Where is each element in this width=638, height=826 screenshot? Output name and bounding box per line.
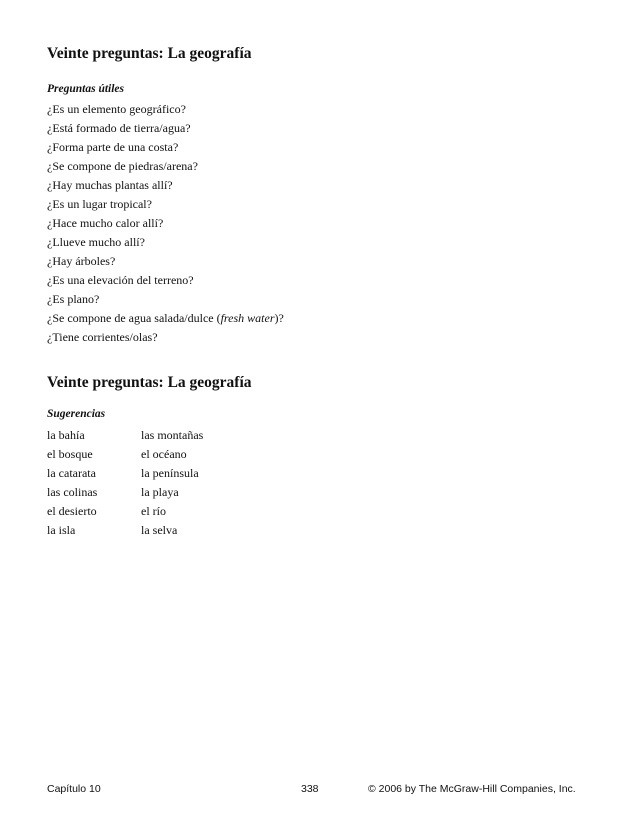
list-item: las montañas (141, 428, 204, 442)
list-item: la playa (141, 485, 179, 499)
list-item: la catarata (47, 466, 96, 480)
suggestions-column-2 (141, 426, 203, 540)
italic-term: fresh water (220, 311, 275, 325)
list-item: ¿Hace mucho calor allí? (47, 216, 164, 230)
list-item: la península (141, 466, 199, 480)
list-item: la bahía (47, 428, 85, 442)
list-item: el río (141, 504, 166, 518)
list-item: ¿Está formado de tierra/agua? (47, 121, 191, 135)
questions-list (47, 100, 284, 347)
section-title-questions: Veinte preguntas: La geografía (47, 45, 252, 62)
list-item: ¿Es un elemento geográfico? (47, 102, 186, 116)
list-item: el desierto (47, 504, 97, 518)
list-item: ¿Es plano? (47, 292, 100, 306)
list-item: ¿Es una elevación del terreno? (47, 273, 194, 287)
list-item: ¿Hay árboles? (47, 254, 116, 268)
list-item: ¿Se compone de piedras/arena? (47, 159, 198, 173)
list-item: ¿Se compone de agua salada/dulce (fresh water)? (47, 311, 284, 325)
suggestions-column-1 (47, 426, 97, 540)
list-item: el bosque (47, 447, 93, 461)
subtitle-suggestions: Sugerencias (47, 408, 106, 420)
section-title-suggestions: Veinte preguntas: La geografía (47, 374, 252, 391)
footer-page-number: 338 (301, 783, 319, 795)
subtitle-useful-questions: Preguntas útiles (47, 83, 125, 95)
list-item: el océano (141, 447, 187, 461)
list-item: ¿Forma parte de una costa? (47, 140, 179, 154)
list-item: ¿Hay muchas plantas allí? (47, 178, 173, 192)
list-item: las colinas (47, 485, 98, 499)
list-item: ¿Tiene corrientes/olas? (47, 330, 158, 344)
list-item: ¿Es un lugar tropical? (47, 197, 152, 211)
footer-chapter: Capítulo 10 (47, 783, 101, 795)
footer-copyright: © 2006 by The McGraw-Hill Companies, Inc. (368, 783, 576, 795)
list-item: la selva (141, 523, 178, 537)
list-item: la isla (47, 523, 76, 537)
list-item: ¿Llueve mucho allí? (47, 235, 145, 249)
